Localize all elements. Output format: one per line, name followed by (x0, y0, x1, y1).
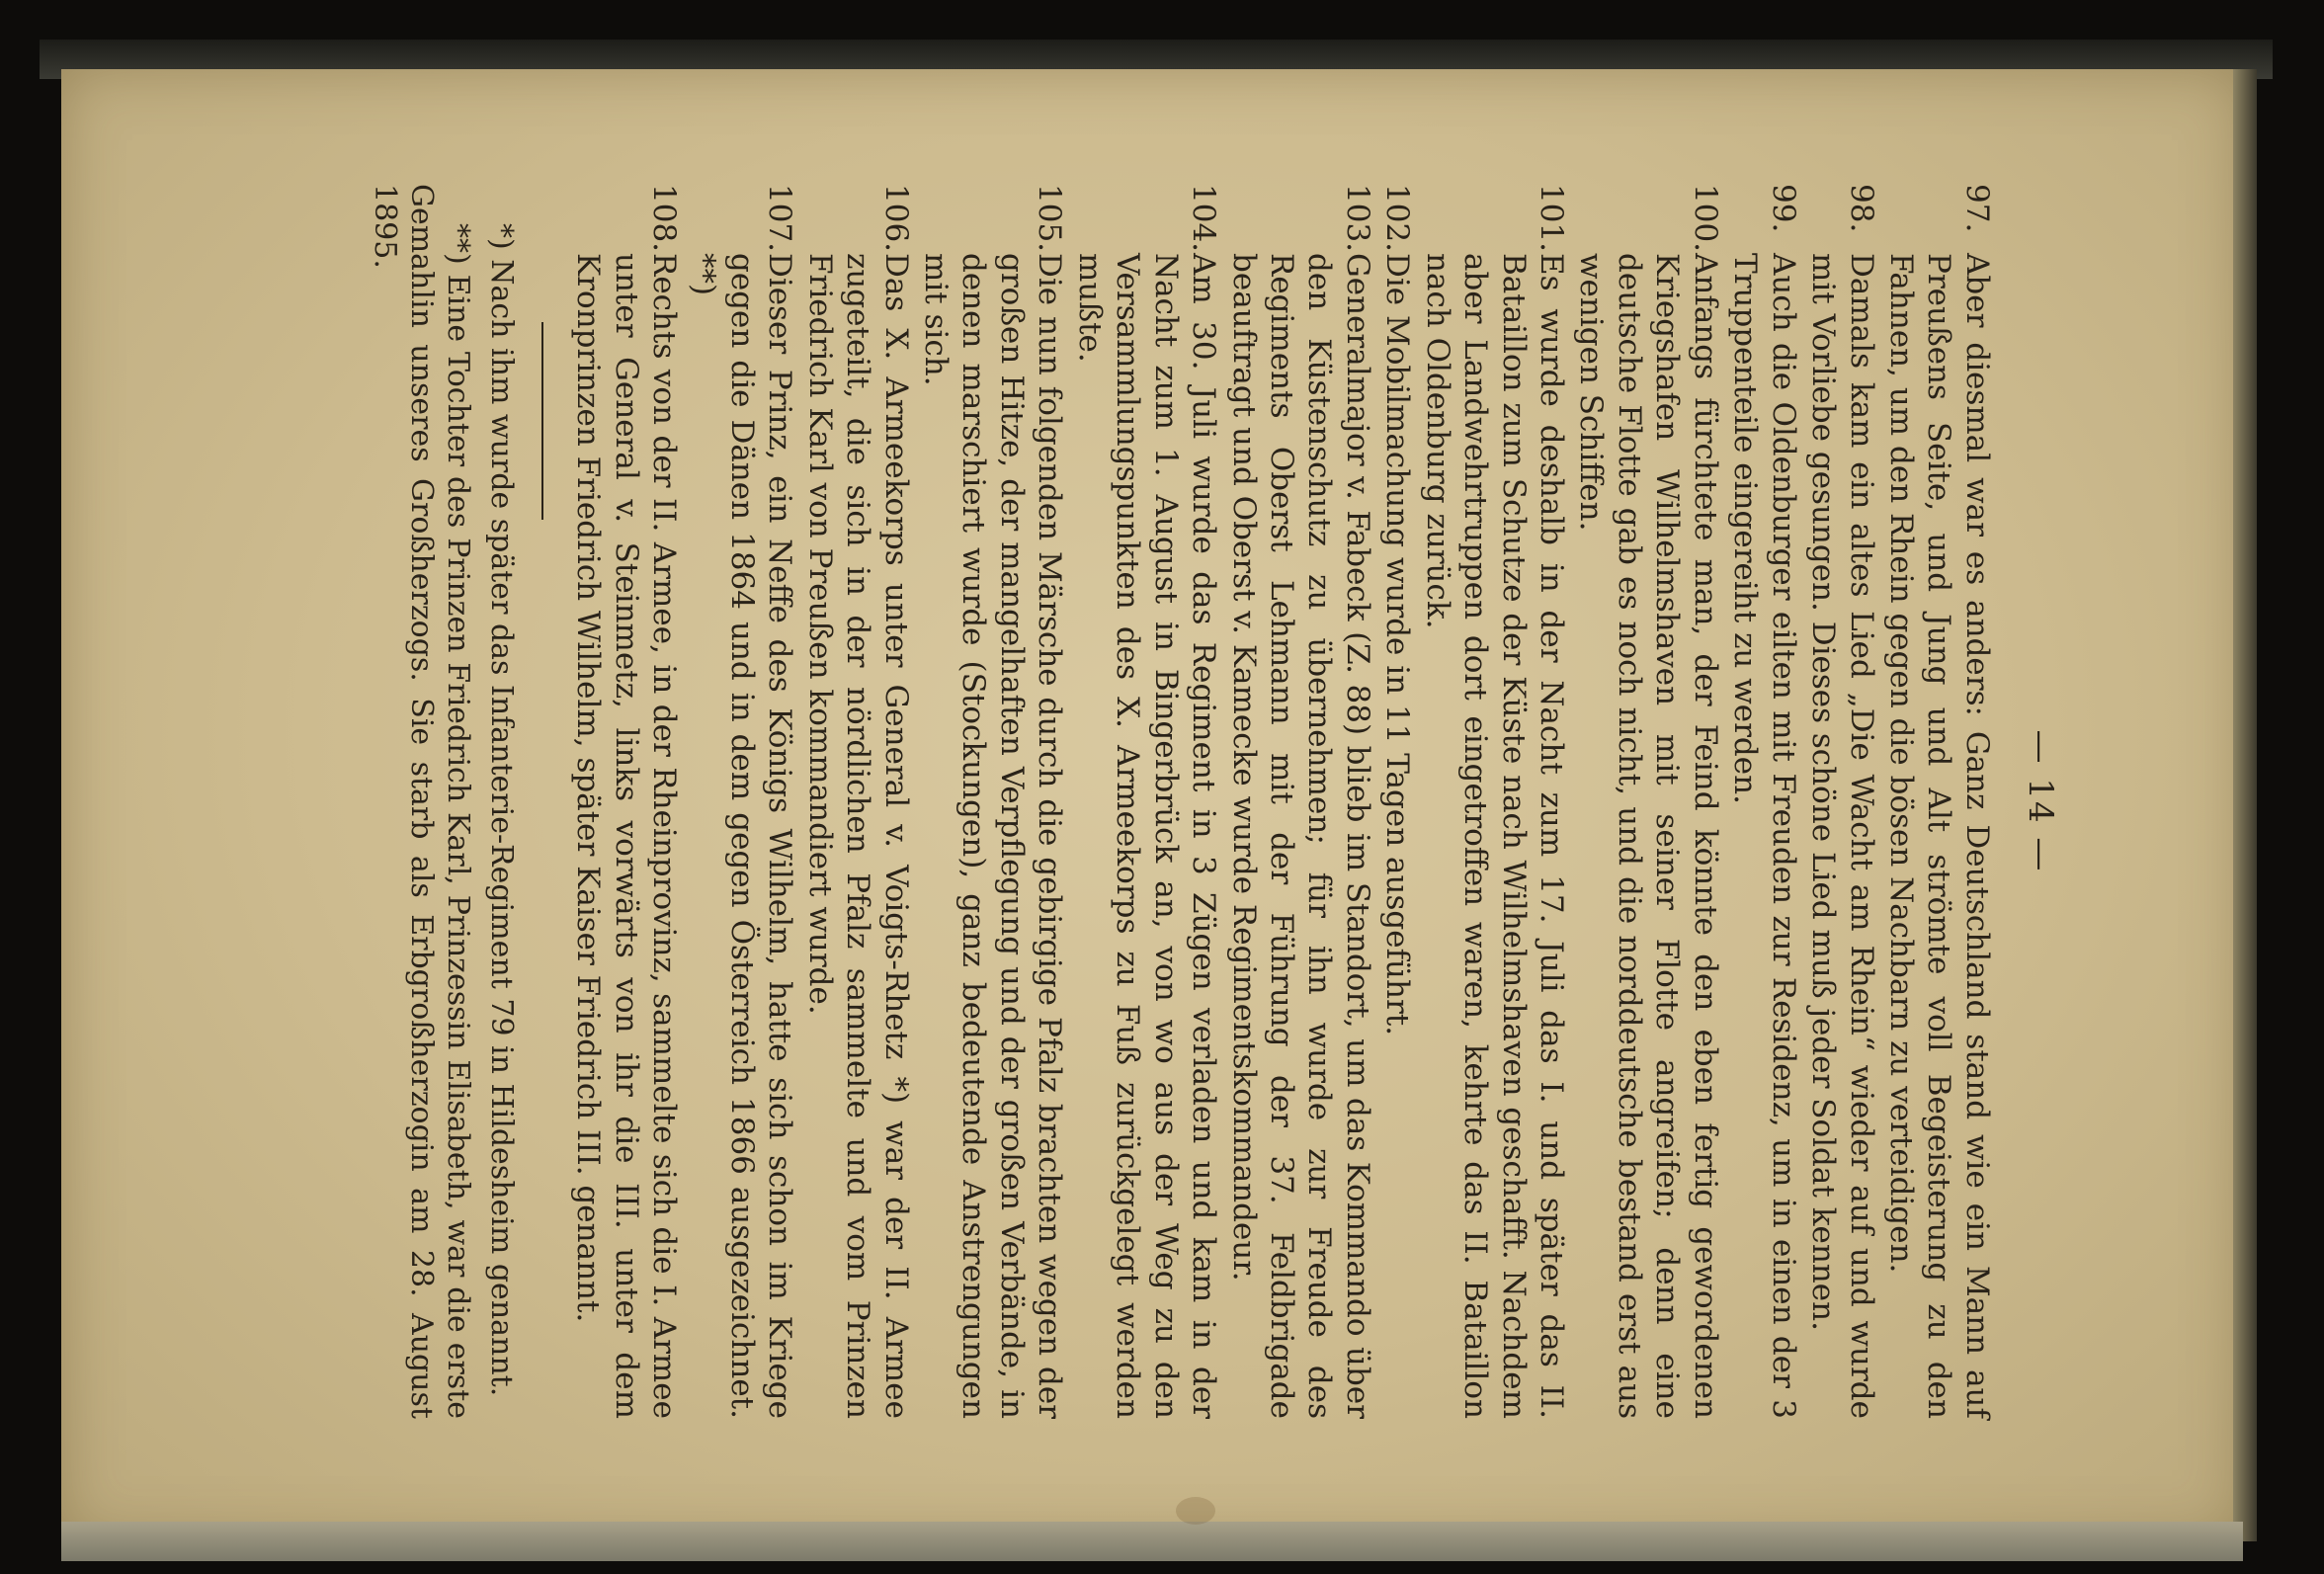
footnote: **) Eine Tochter des Prinzen Friedrich Karl, Prinzessin Elisabeth, war die erste Gemahlin unseres Großherzogs. Sie starb als Erbgroßherzogin am 28. August 1895. (368, 184, 476, 1419)
paragraph-text: Aber diesmal war es anders: Ganz Deutschland stand wie ein Mann auf Preußens Seite, und Jung und Alt strömte voll Begeisterung zu den Fahnen, um den Rhein gegen die bösen Nachbarn zu verteidigen. (1882, 253, 1995, 1419)
page-bottom-strip (61, 1522, 2243, 1561)
paragraph-number: 105. (1032, 184, 1068, 253)
paragraph-number: 101. (1534, 184, 1570, 253)
paragraph-number: 104. (1186, 184, 1222, 253)
numbered-paragraph (1070, 184, 1222, 1419)
footnote: *) Nach ihm wurde später das Infanterie-Regiment 79 in Hildesheim genannt. (483, 223, 519, 1397)
paragraph-text: Am 30. Juli wurde das Regiment in 3 Zügen verladen und kam in der Nacht zum 1. August in Bingerbrück an, von wo aus der Weg zu den Versammlungspunkten des X. Armeekorps zu Fuß zurückgelegt werden mußte. (1071, 253, 1222, 1419)
footnote-rule (541, 322, 543, 520)
page-edge (2233, 69, 2257, 1541)
numbered-paragraph (1804, 184, 1880, 1419)
numbered-paragraph (800, 184, 914, 1419)
numbered-paragraph (1726, 184, 1802, 1419)
paragraph-text: Generalmajor v. Fabeck (Z. 88) blieb im Standort, um das Kommando über den Küstenschutz zu übernehmen; für ihn wurde zur Freude des Regiments Oberst Lehmann mit der Führung der 37. Feldbrigade beauftragt und Oberst v. Kamecke wurde Regimentskommandeur. (1225, 253, 1375, 1419)
paragraph-number: 100. (1687, 184, 1723, 253)
paragraph-text: Rechts von der II. Armee, in der Rheinprovinz, sammelte sich die I. Armee unter General v. Steinmetz, links vorwärts von ihr die III. unter dem Kronprinzen Friedrich Wilhelm, später Kaiser Friedrich III. genannt. (570, 253, 682, 1419)
paragraph-text: Es wurde deshalb in der Nacht zum 17. Juli das I. und später das II. Bataillon zum Schutze der Küste nach Wilhelmshaven geschafft. Nachdem aber Landwehrtruppen dort eingetroffen waren, kehrte das II. Bataillon nach Oldenburg zurück. (1419, 253, 1570, 1419)
numbered-paragraph (1572, 184, 1724, 1419)
numbered-paragraph (917, 184, 1069, 1419)
paper-stain (1176, 1497, 1215, 1525)
paragraph-text: Das X. Armeekorps unter General v. Voigts-Rhetz *) war der II. Armee zugeteilt, die sich in der nördlichen Pfalz sammelte und vom Prinzen Friedrich Karl von Preußen kommandiert wurde. (801, 253, 914, 1419)
numbered-paragraph (1882, 184, 1996, 1419)
paragraph-number: 97. (1958, 184, 1995, 233)
paragraph-number: 106. (877, 184, 914, 253)
paragraph-number: 99. (1765, 184, 1801, 233)
paragraph-text: Dieser Prinz, ein Neffe des Königs Wilhelm, hatte sich schon im Kriege gegen die Dänen 1864 und in dem gegen Österreich 1866 ausgezeichnet. **) (686, 253, 798, 1419)
paragraph-number: 107. (762, 184, 798, 253)
paragraph-text: Die Mobilmachung wurde in 11 Tagen ausgeführt. (1379, 253, 1416, 1036)
paragraph-text: Damals kam ein altes Lied „Die Wacht am Rhein“ wieder auf und wurde mit Vorliebe gesungen. Dieses schöne Lied muß jeder Soldat kennen. (1805, 253, 1879, 1419)
paragraph-list (569, 184, 1996, 1419)
numbered-paragraph (569, 184, 683, 1419)
numbered-paragraph (1224, 184, 1376, 1419)
paragraph-text: Die nun folgenden Märsche durch die gebirgige Pfalz brachten wegen der großen Hitze, der mangelhaften Verpflegung und der großen Verbände, in denen marschiert wurde (Stockungen), ganz bedeutende Anstrengungen mit sich. (918, 253, 1068, 1419)
numbered-paragraph (1378, 184, 1416, 1419)
footnote-list (367, 184, 520, 1419)
page-number: — 14 — (2021, 729, 2060, 873)
paragraph-number: 102. (1379, 184, 1416, 253)
numbered-paragraph (1418, 184, 1570, 1419)
paragraph-number: 108. (645, 184, 682, 253)
page-text-block (223, 95, 2101, 1478)
paragraph-number: 103. (1339, 184, 1375, 253)
paragraph-number: 98. (1843, 184, 1879, 233)
paragraph-text: Anfangs fürchtete man, der Feind könnte den eben fertig gewordenen Kriegshafen Wilhelmshaven mit seiner Flotte angreifen; denn eine deutsche Flotte gab es noch nicht, und die norddeutsche bestand erst aus wenigen Schiffen. (1573, 253, 1723, 1419)
numbered-paragraph (685, 184, 798, 1419)
paragraph-text: Auch die Oldenburger eilten mit Freuden zur Residenz, um in einen der 3 Truppenteile eingereiht zu werden. (1727, 253, 1801, 1419)
